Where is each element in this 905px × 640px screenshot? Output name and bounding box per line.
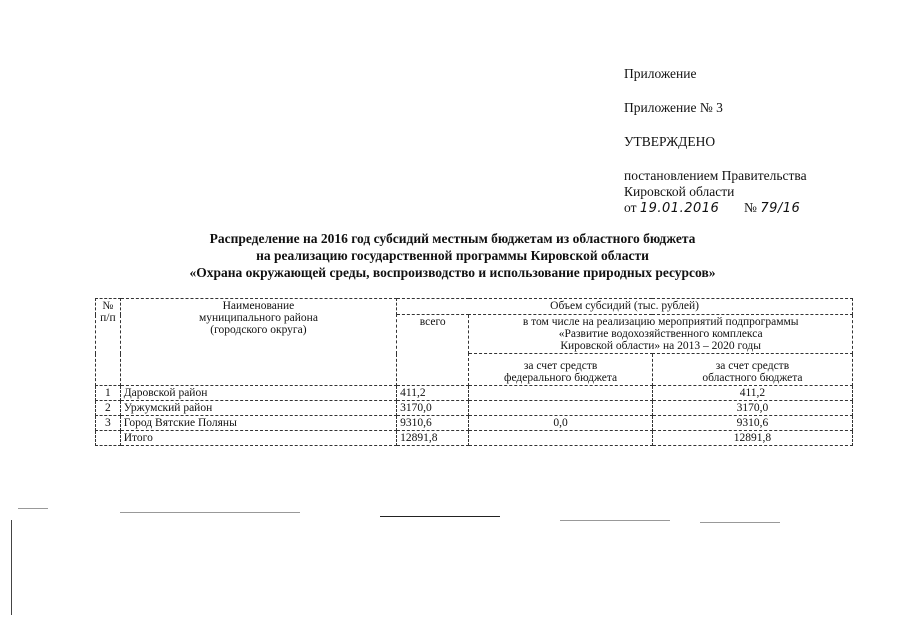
table-row	[96, 416, 853, 431]
approved-label: УТВЕРЖДЕНО	[624, 134, 716, 149]
row-name: Уржумский район	[120, 401, 396, 416]
header-name: Наименование муниципального района (городского округа)	[120, 299, 396, 386]
title-line-3: «Охрана окружающей среды, воспроизводство и использование природных ресурсов»	[189, 265, 716, 280]
resolution-line-2: Кировской области	[624, 184, 735, 199]
appendix-label: Приложение	[624, 66, 697, 81]
row-regional: 12891,8	[652, 431, 852, 446]
row-federal: 0,0	[469, 416, 653, 431]
header-regional: за счет средств областного бюджета	[652, 354, 852, 386]
row-regional: 411,2	[652, 386, 852, 401]
row-total: 12891,8	[397, 431, 469, 446]
row-name: Итого	[120, 431, 396, 446]
title-line-2: на реализацию государственной программы Кировской области	[256, 248, 649, 263]
handwritten-number: 79/16	[760, 201, 801, 216]
table-row	[96, 386, 853, 401]
header-volume: Объем субсидий (тыс. рублей)	[397, 299, 853, 315]
header-including: в том числе на реализацию мероприятий подпрограммы «Развитие водохозяйственного комплекса Кировской области» на 2013 – 2020 годы	[469, 315, 853, 354]
row-num: 2	[96, 401, 121, 416]
row-regional: 3170,0	[652, 401, 852, 416]
scan-artifact	[18, 508, 48, 509]
date-prefix: от	[624, 200, 637, 215]
scan-artifact	[380, 516, 500, 517]
header-num: № п/п	[96, 299, 121, 386]
date-number-line	[624, 200, 800, 217]
header-total: всего	[397, 315, 469, 386]
scan-artifact	[700, 522, 780, 523]
title-line-1: Распределение на 2016 год субсидий местным бюджетам из областного бюджета	[209, 231, 696, 246]
scan-edge-line	[11, 520, 12, 615]
subsidy-table	[95, 298, 853, 446]
number-prefix: №	[744, 200, 757, 215]
row-federal	[469, 431, 653, 446]
resolution-line-1: постановлением Правительства	[624, 168, 807, 183]
row-name: Даровской район	[120, 386, 396, 401]
scan-artifact	[560, 520, 670, 521]
document-title	[0, 230, 905, 281]
scan-artifact	[120, 512, 300, 513]
table-row	[96, 401, 853, 416]
row-total: 411,2	[397, 386, 469, 401]
row-num: 1	[96, 386, 121, 401]
row-total: 3170,0	[397, 401, 469, 416]
row-num	[96, 431, 121, 446]
row-num: 3	[96, 416, 121, 431]
handwritten-date: 19.01.2016	[639, 201, 720, 216]
row-federal	[469, 386, 653, 401]
appendix-number: Приложение № 3	[624, 100, 723, 115]
header-row-1	[96, 299, 853, 315]
row-name: Город Вятские Поляны	[120, 416, 396, 431]
table-row-total	[96, 431, 853, 446]
header-federal: за счет средств федерального бюджета	[469, 354, 653, 386]
row-regional: 9310,6	[652, 416, 852, 431]
row-federal	[469, 401, 653, 416]
row-total: 9310,6	[397, 416, 469, 431]
